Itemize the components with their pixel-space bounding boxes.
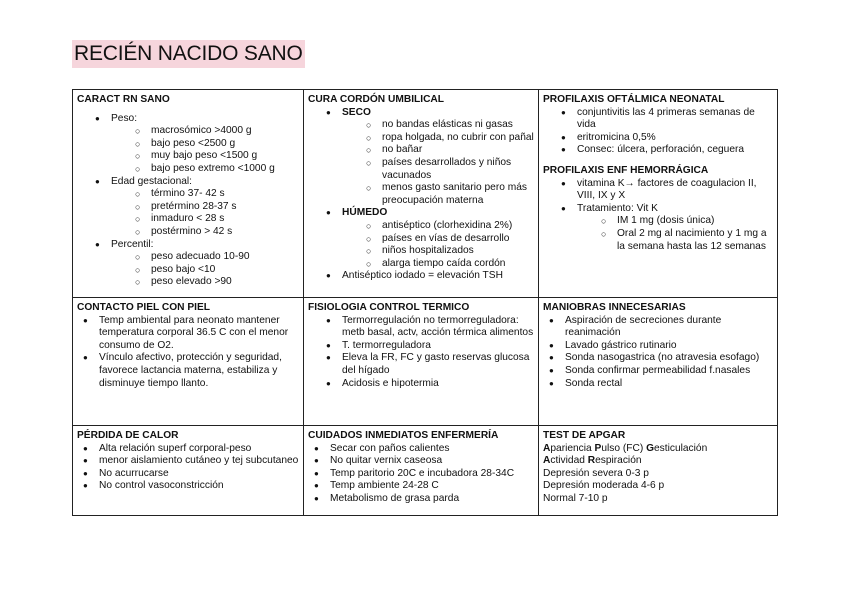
apgar-letter: R	[587, 455, 596, 467]
list-item: ● Sonda nasogastrica (no atravesia esofago)	[543, 352, 773, 365]
summary-table	[72, 89, 778, 516]
apgar-letter: A	[543, 442, 551, 454]
cell-heading: FISIOLOGIA CONTROL TERMICO	[308, 302, 470, 313]
cell-heading: CUIDADOS INMEDIATOS ENFERMERÍA	[308, 430, 499, 441]
list-item: ● conjuntivitis las 4 primeras semanas de vida	[543, 107, 773, 132]
cell-profilaxis	[539, 90, 778, 298]
cell-contacto-piel	[73, 298, 304, 426]
apgar-score-line: Depresión severa 0-3 p	[543, 467, 649, 479]
list	[77, 315, 299, 391]
list-item: ● Aspiración de secreciones durante reanimación	[543, 315, 773, 340]
list-item: ● eritromicina 0,5%	[543, 132, 773, 145]
list-item: ○ ropa holgada, no cubrir con pañal	[360, 132, 534, 145]
list-item: ● Secar con paños calientes	[308, 443, 534, 456]
list-item: ○ alarga tiempo caída cordón	[360, 258, 534, 271]
apgar-score-line: Normal 7-10 p	[543, 492, 608, 504]
list-item: ○ países desarrollados y niños vacunados	[360, 157, 534, 182]
list-item: ○ menos gasto sanitario pero más preocupación materna	[360, 182, 534, 207]
list	[77, 443, 299, 493]
list-item: ○ niños hospitalizados	[360, 245, 534, 258]
cell-test-apgar	[539, 426, 778, 516]
list-item: ○ inmaduro < 28 s	[129, 213, 299, 226]
cell-fisiologia	[304, 298, 539, 426]
list	[308, 315, 534, 391]
list-item: ● Alta relación superf corporal-peso	[77, 443, 299, 456]
sublist	[360, 220, 534, 270]
list-item: ● Acidosis e hipotermia	[308, 378, 534, 391]
apgar-line	[543, 443, 773, 456]
apgar-letter: G	[646, 442, 654, 454]
list-item: ○ antiséptico (clorhexidina 2%)	[360, 220, 534, 233]
list-item	[543, 203, 773, 253]
apgar-word: espiración	[595, 455, 642, 467]
list-item-label: Percentil:	[111, 238, 154, 250]
list-item: ○ macrosómico >4000 g	[129, 125, 299, 138]
list-item: ○ bajo peso extremo <1000 g	[129, 163, 299, 176]
apgar-letter: P	[594, 442, 602, 454]
list	[308, 107, 534, 283]
list-item: ● Metabolismo de grasa parda	[308, 493, 534, 506]
list-item: ○ IM 1 mg (dosis única)	[595, 215, 773, 228]
cell-heading: CURA CORDÓN UMBILICAL	[308, 94, 445, 105]
cell-perdida-calor	[73, 426, 304, 516]
apgar-word: ctividad	[550, 455, 588, 467]
list-item: ● Sonda confirmar permeabilidad f.nasales	[543, 365, 773, 378]
list-item	[308, 207, 534, 270]
list	[308, 443, 534, 506]
cell-heading: PROFILAXIS ENF HEMORRÁGICA	[543, 164, 709, 176]
list-item: ○ no bañar	[360, 144, 534, 157]
apgar-word: esticulación	[654, 442, 708, 454]
list-item: ○ peso adecuado 10-90	[129, 251, 299, 264]
list-item: ● Lavado gástrico rutinario	[543, 340, 773, 353]
list-item: ● No acurrucarse	[77, 468, 299, 481]
apgar-word: ulso (FC)	[601, 442, 647, 454]
apgar-word: pariencia	[550, 442, 595, 454]
list-item: ○ pretérmino 28-37 s	[129, 201, 299, 214]
list-item: ○ postérmino > 42 s	[129, 226, 299, 239]
cell-cuidados	[304, 426, 539, 516]
list	[543, 178, 773, 254]
list-item: ● Temp ambiente 24-28 C	[308, 480, 534, 493]
sublist	[360, 119, 534, 207]
list-item: ● No quitar vernix caseosa	[308, 455, 534, 468]
sublist	[129, 188, 299, 238]
list-item: ● Eleva la FR, FC y gasto reservas glucosa del hígado	[308, 352, 534, 377]
list-item: ● menor aislamiento cutáneo y tej subcutaneo	[77, 455, 299, 468]
list-item: ○ peso bajo <10	[129, 264, 299, 277]
cell-heading: PÉRDIDA DE CALOR	[77, 430, 179, 441]
table-row	[73, 298, 778, 426]
cell-cura-cordon	[304, 90, 539, 298]
list-item-label: SECO	[342, 106, 371, 118]
list-item: ○ peso elevado >90	[129, 276, 299, 289]
cell-heading: MANIOBRAS INNECESARIAS	[543, 302, 686, 313]
table-row	[73, 426, 778, 516]
list-item: ● Consec: úlcera, perforación, ceguera	[543, 144, 773, 157]
sublist	[129, 125, 299, 175]
apgar-line	[543, 455, 773, 468]
cell-heading: CONTACTO PIEL CON PIEL	[77, 302, 211, 313]
page-title: RECIÉN NACIDO SANO	[72, 40, 305, 68]
cell-heading: TEST DE APGAR	[543, 430, 626, 441]
list-item: ○ término 37- 42 s	[129, 188, 299, 201]
cell-heading: CARACT RN SANO	[77, 94, 170, 105]
list-item-label: Edad gestacional:	[111, 175, 192, 187]
list	[543, 315, 773, 391]
list-item: ● No control vasoconstricción	[77, 480, 299, 493]
list-item	[308, 107, 534, 208]
list-item-label: Tratamiento: Vit K	[577, 202, 658, 214]
list-item-label: Peso:	[111, 112, 138, 124]
apgar-text	[543, 443, 773, 506]
apgar-letter: A	[543, 455, 551, 467]
sublist	[129, 251, 299, 289]
cell-caract-rn-sano	[73, 90, 304, 298]
list-item: ● Temp ambiental para neonato mantener temperatura corporal 36.5 C con el menor consumo de O2.	[77, 315, 299, 353]
list	[543, 107, 773, 157]
list-item	[77, 239, 299, 289]
list-item: ○ muy bajo peso <1500 g	[129, 150, 299, 163]
list-item: ● Sonda rectal	[543, 378, 773, 391]
cell-heading: PROFILAXIS OFTÁLMICA NEONATAL	[543, 94, 725, 105]
list-item: ● vitamina K→ factores de coagulacion II, VIII, IX y X	[543, 178, 773, 203]
list-item: ● Termorregulación no termorreguladora: metb basal, actv, acción térmica alimentos	[308, 315, 534, 340]
list-item: ● T. termorreguladora	[308, 340, 534, 353]
list-item: ○ bajo peso <2500 g	[129, 138, 299, 151]
cell-maniobras	[539, 298, 778, 426]
list-item-label: HÚMEDO	[342, 207, 388, 219]
sublist	[595, 215, 773, 253]
list-item: ● Antiséptico iodado = elevación TSH	[308, 270, 534, 283]
list	[77, 113, 299, 289]
list-item	[77, 176, 299, 239]
list-item: ○ Oral 2 mg al nacimiento y 1 mg a la semana hasta las 12 semanas	[595, 228, 773, 253]
list-item: ○ no bandas elásticas ni gasas	[360, 119, 534, 132]
list-item: ○ países en vías de desarrollo	[360, 233, 534, 246]
table-row	[73, 90, 778, 298]
apgar-score-line: Depresión moderada 4-6 p	[543, 480, 665, 492]
list-item: ● Temp paritorio 20C e incubadora 28-34C	[308, 468, 534, 481]
list-item	[77, 113, 299, 176]
list-item: ● Vínculo afectivo, protección y seguridad, favorece lactancia materna, estabiliza y disminuye tiempo llanto.	[77, 352, 299, 390]
